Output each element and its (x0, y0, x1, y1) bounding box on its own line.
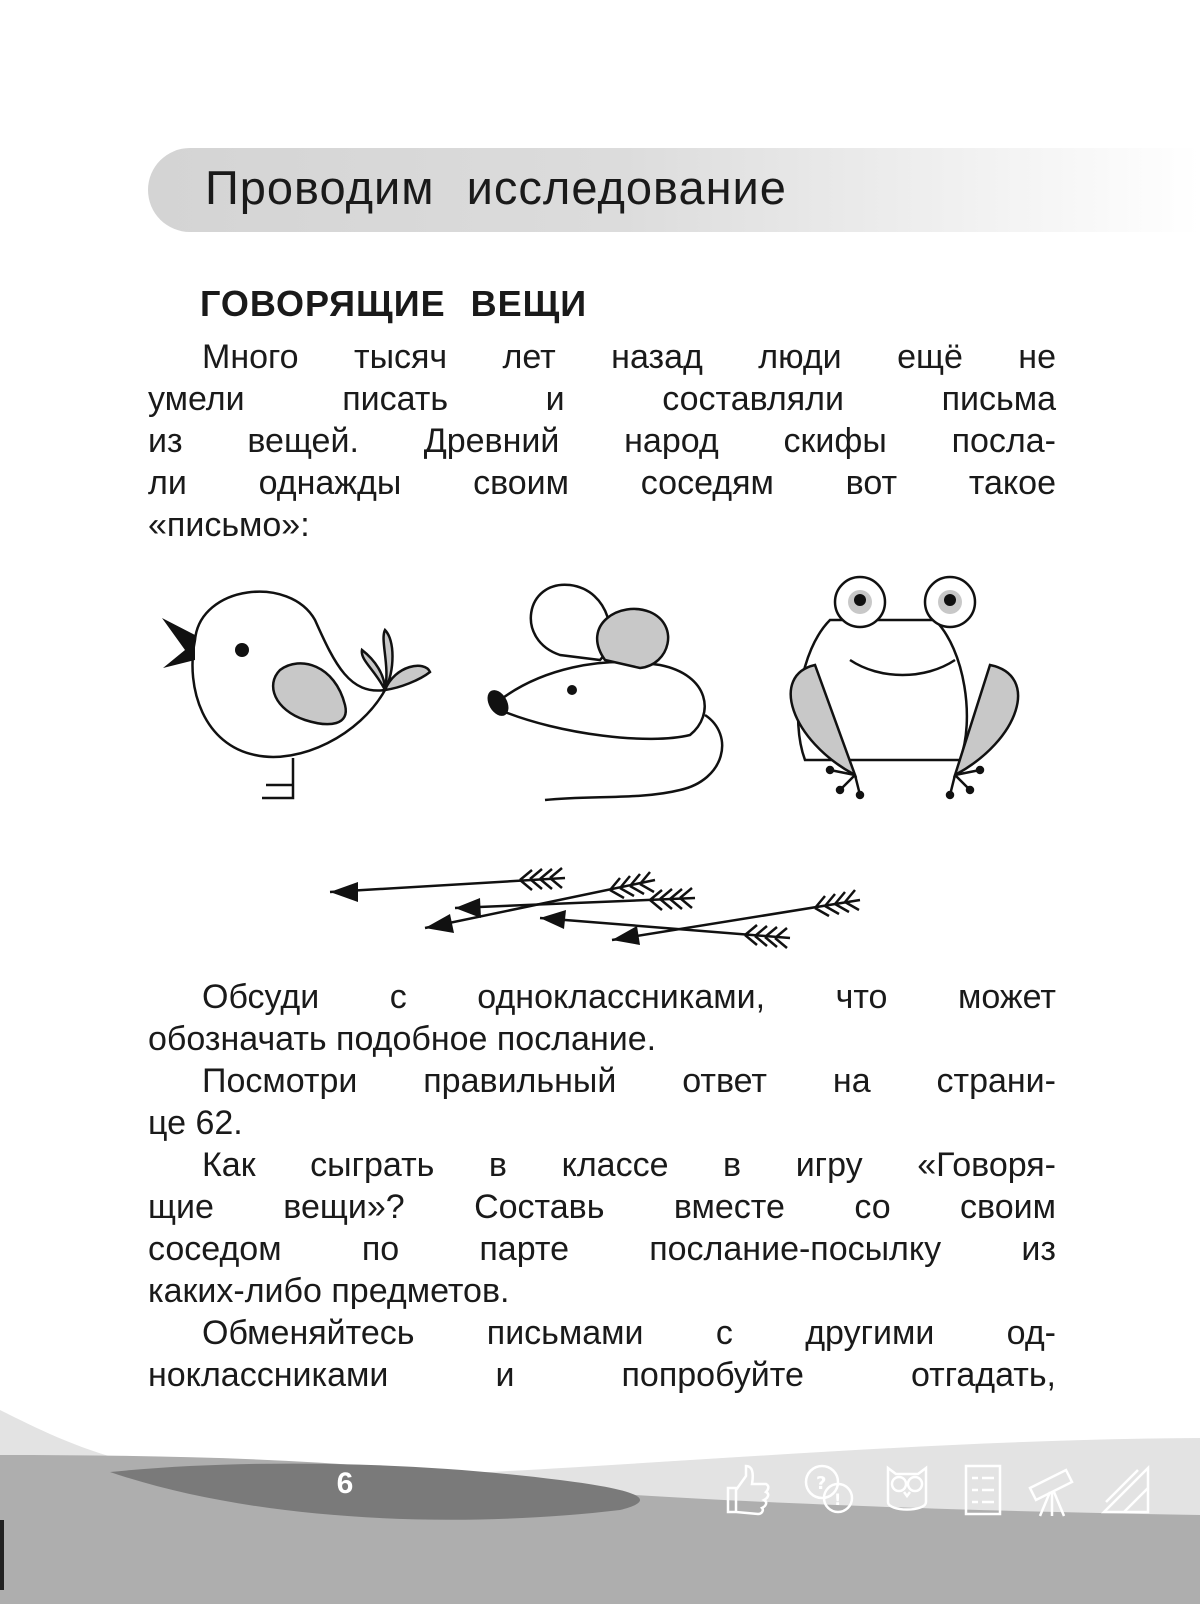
telescope-icon (1022, 1462, 1082, 1518)
text-line: соседом по парте послание-посылку из (148, 1230, 1056, 1268)
svg-text:!: ! (834, 1490, 842, 1509)
page-number: 6 (336, 1467, 354, 1500)
text-line: из вещей. Древний народ скифы посла- (148, 422, 1056, 460)
text-line: Посмотри правильный ответ на страни- (202, 1062, 1056, 1100)
text-line: ноклассниками и попробуйте отгадать, (148, 1356, 1056, 1394)
text-line: Обсуди с одноклассниками, что может (202, 978, 1056, 1016)
scythian-message-illustration (0, 570, 1200, 950)
ruler-triangle-icon (1098, 1462, 1156, 1518)
task-paragraph (148, 976, 1056, 1396)
checklist-icon (962, 1462, 1006, 1518)
section-heading: ГОВОРЯЩИЕ ВЕЩИ (200, 283, 588, 324)
frog-image (791, 577, 1018, 798)
mouse-image (483, 585, 722, 800)
owl-icon (882, 1462, 932, 1518)
arrows-image (330, 868, 860, 948)
page-title: Проводим исследование (205, 161, 787, 214)
text-line: обозначать подобное послание. (148, 1020, 657, 1058)
text-line: каких-либо предметов. (148, 1272, 510, 1310)
question-bubbles-icon (802, 1462, 858, 1518)
footer-wave (0, 1400, 1200, 1604)
thumbs-up-icon (722, 1462, 772, 1518)
text-line: Много тысяч лет назад люди ещё не (202, 338, 1056, 376)
svg-text:?: ? (816, 1473, 827, 1494)
bird-image (162, 592, 430, 798)
text-line: «письмо»: (148, 506, 310, 544)
text-line: це 62. (148, 1104, 243, 1142)
intro-paragraph (148, 336, 1056, 546)
text-line: Обменяйтесь письмами с другими од- (202, 1314, 1056, 1352)
text-line: Как сыграть в классе в игру «Говоря- (202, 1146, 1056, 1184)
text-line: щие вещи»? Составь вместе со своим (148, 1188, 1056, 1226)
text-line: умели писать и составляли письма (148, 380, 1056, 418)
text-line: ли однажды своим соседям вот такое (148, 464, 1056, 502)
